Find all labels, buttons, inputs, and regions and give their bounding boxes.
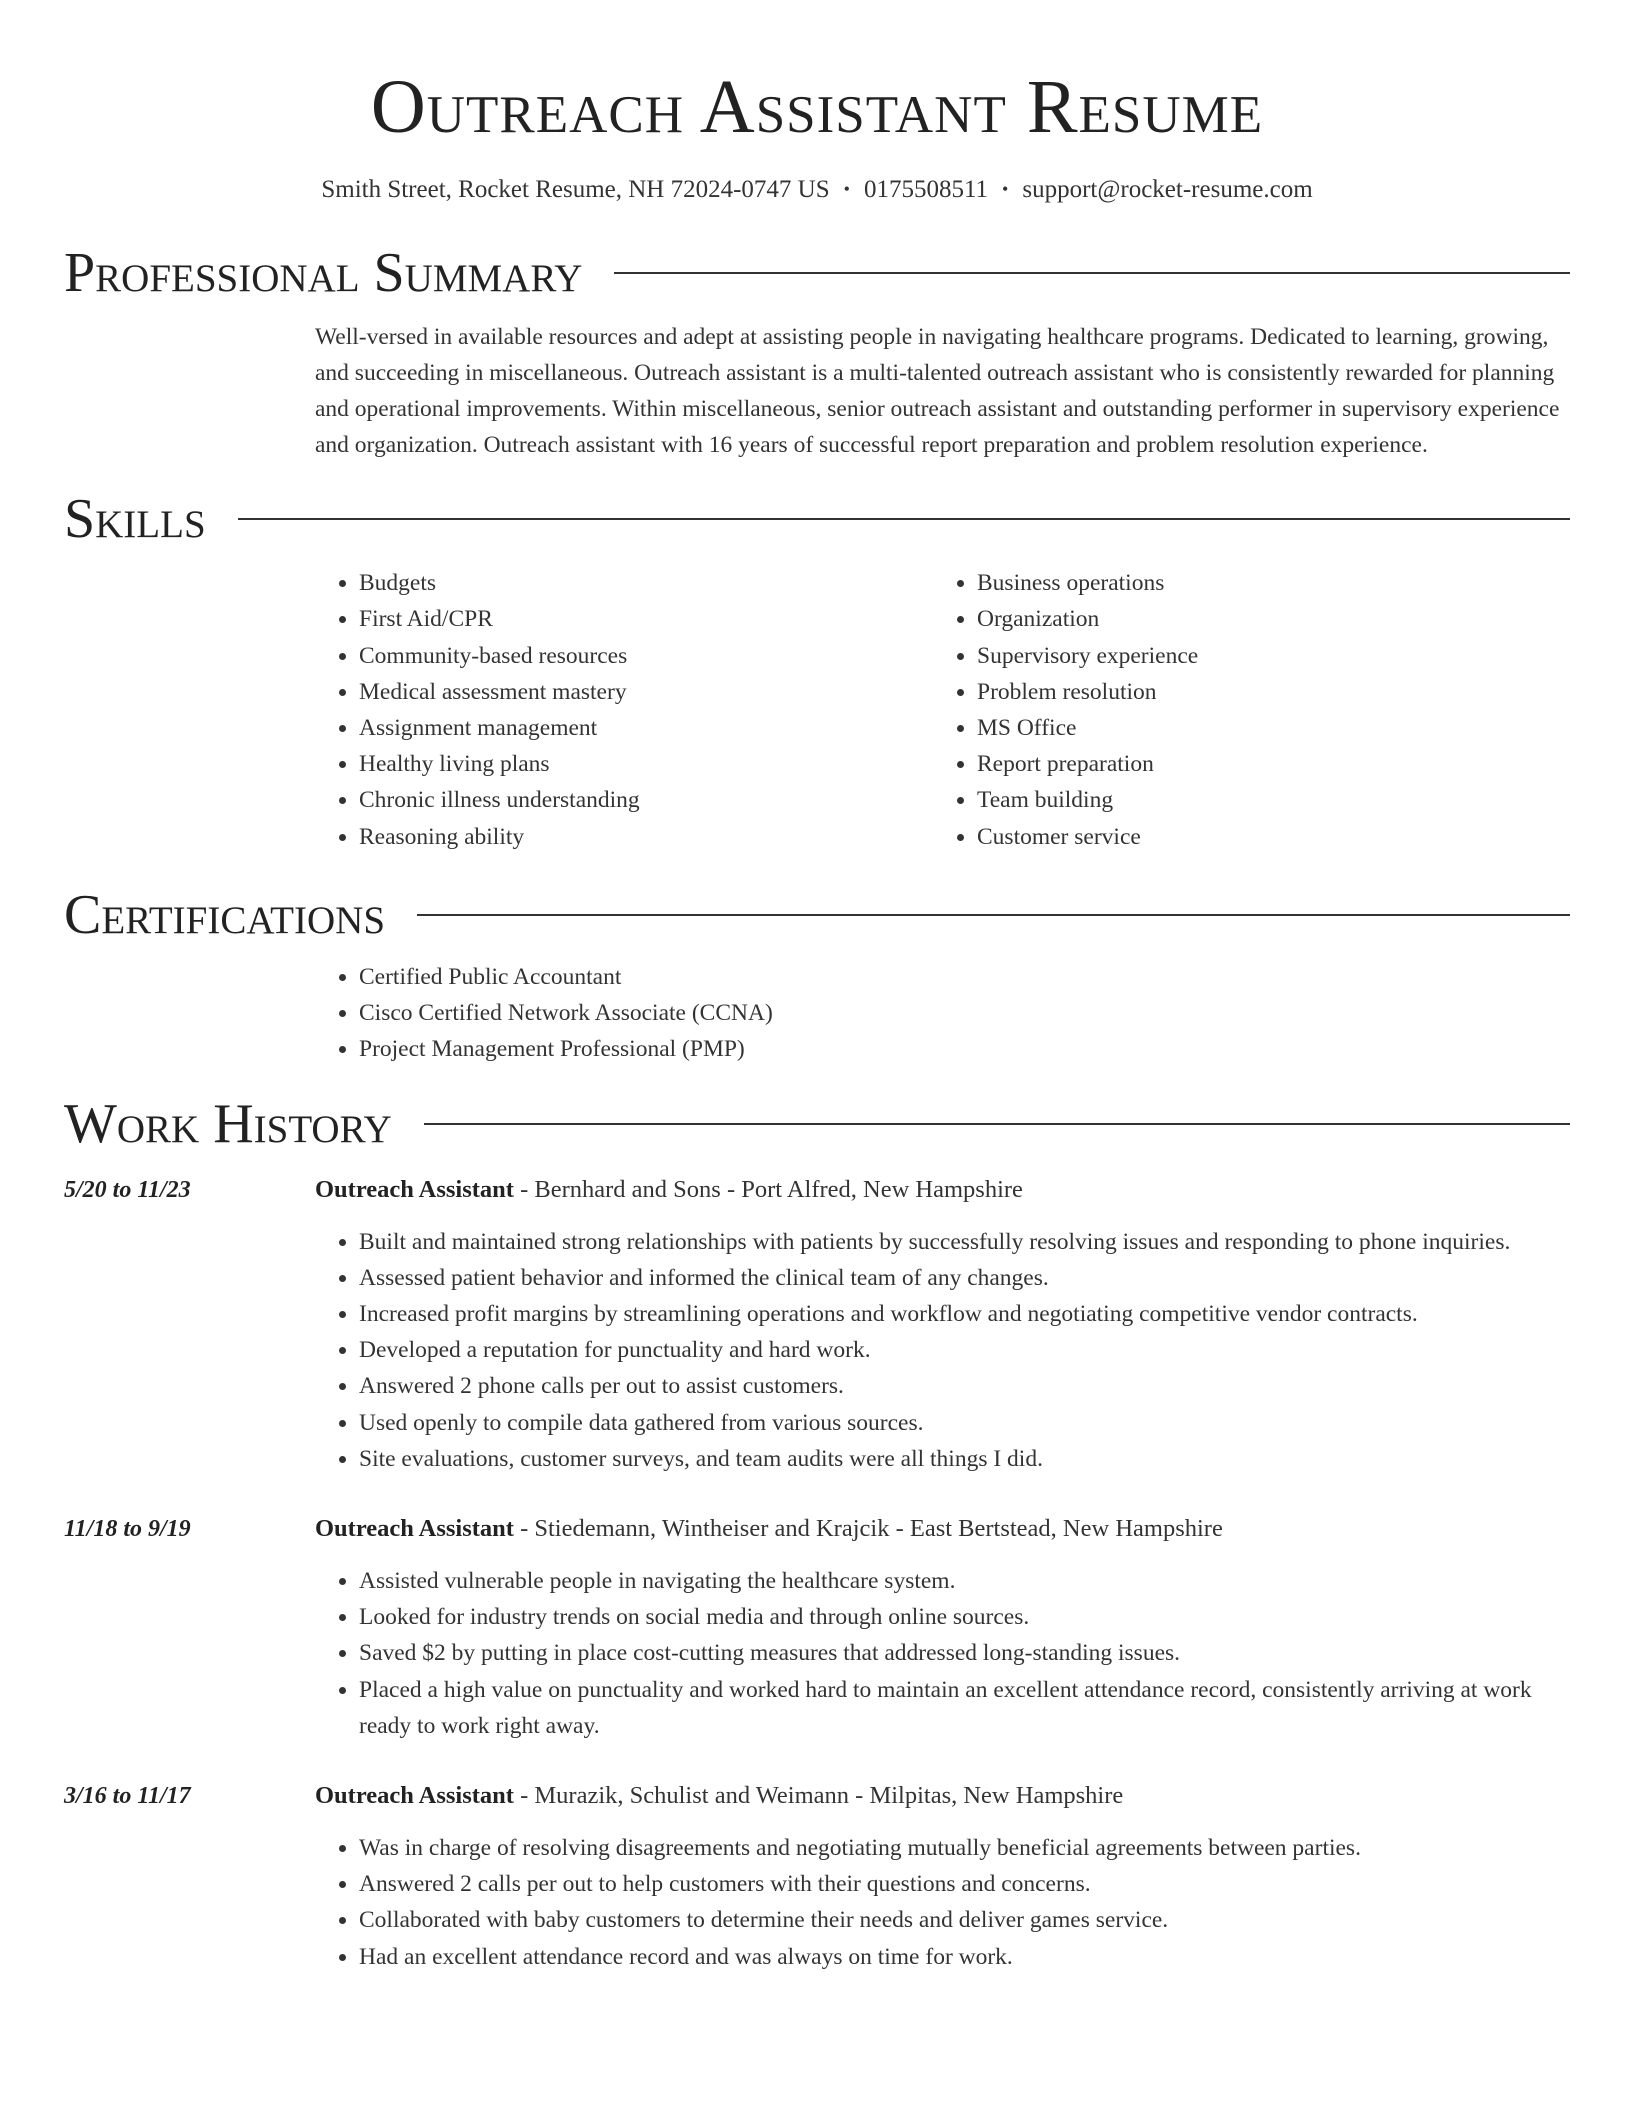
job-dates: 5/20 to 11/23 (64, 1176, 191, 1203)
skills-section (315, 565, 1570, 855)
skill-item: • Chronic illness understanding (359, 782, 933, 818)
section-divider (238, 518, 1570, 520)
job-body (315, 1778, 1570, 1975)
resume-page (64, 0, 1570, 1975)
skills-list-left (315, 565, 933, 855)
skill-item: • Problem resolution (977, 674, 1551, 710)
contact-separator: • (843, 179, 850, 200)
contact-address: Smith Street, Rocket Resume, NH 72024-0747 US (321, 176, 830, 203)
job-bullet: • Collaborated with baby customers to determine their needs and deliver games service. (359, 1902, 1570, 1938)
job-bullet: • Site evaluations, customer surveys, and team audits were all things I did. (359, 1441, 1570, 1477)
skills-column-right (933, 565, 1551, 855)
job-entry (64, 1778, 1570, 1975)
skill-item: • Healthy living plans (359, 746, 933, 782)
job-company-location: - Murazik, Schulist and Weimann - Milpitas, New Hampshire (513, 1781, 1124, 1809)
job-bullets (315, 1224, 1570, 1477)
job-dates: 11/18 to 9/19 (64, 1515, 191, 1542)
work-history-section-header (64, 1092, 1570, 1156)
job-bullets (315, 1830, 1570, 1975)
summary-heading: Professional Summary (64, 242, 583, 305)
job-bullet: • Was in charge of resolving disagreements and negotiating mutually beneficial agreements between parties. (359, 1830, 1570, 1866)
job-dates: 3/16 to 11/17 (64, 1782, 191, 1809)
job-bullet: • Had an excellent attendance record and was always on time for work. (359, 1939, 1570, 1975)
skill-item: • Supervisory experience (977, 638, 1551, 674)
skill-item: • MS Office (977, 710, 1551, 746)
job-heading (315, 1511, 1570, 1547)
summary-section-header (64, 241, 1570, 305)
job-company-location: - Stiedemann, Wintheiser and Krajcik - East Bertstead, New Hampshire (513, 1514, 1223, 1542)
job-bullet: • Answered 2 phone calls per out to assist customers. (359, 1368, 1570, 1404)
summary-section (315, 319, 1570, 463)
certifications-section (315, 959, 1570, 1068)
certification-item: • Certified Public Accountant (359, 959, 1570, 995)
contact-line (64, 172, 1570, 209)
job-role: Outreach Assistant (315, 1781, 514, 1809)
certifications-list (315, 959, 1570, 1068)
skill-item: • Assignment management (359, 710, 933, 746)
certification-item: • Cisco Certified Network Associate (CCNA) (359, 995, 1570, 1031)
job-entry (64, 1511, 1570, 1744)
job-role: Outreach Assistant (315, 1175, 514, 1203)
job-bullet: • Developed a reputation for punctuality and hard work. (359, 1332, 1570, 1368)
skill-item: • Report preparation (977, 746, 1551, 782)
skills-list-right (933, 565, 1551, 855)
skill-item: • Customer service (977, 819, 1551, 855)
job-bullet: • Used openly to compile data gathered from various sources. (359, 1405, 1570, 1441)
job-bullet: • Placed a high value on punctuality and worked hard to maintain an excellent attendance record, consistently arriving at work ready to work right away. (359, 1672, 1570, 1744)
job-bullet: • Saved $2 by putting in place cost-cutting measures that addressed long-standing issues. (359, 1635, 1570, 1671)
work-history-heading: Work History (64, 1092, 392, 1155)
job-heading (315, 1778, 1570, 1814)
job-heading (315, 1172, 1570, 1208)
certifications-section-header (64, 883, 1570, 947)
skill-item: • Medical assessment mastery (359, 674, 933, 710)
section-divider (424, 1123, 1570, 1125)
certifications-heading: Certifications (64, 883, 386, 946)
skill-item: • Business operations (977, 565, 1551, 601)
job-bullet: • Looked for industry trends on social media and through online sources. (359, 1599, 1570, 1635)
contact-separator: • (1002, 179, 1009, 200)
certification-item: • Project Management Professional (PMP) (359, 1031, 1570, 1067)
skill-item: • Budgets (359, 565, 933, 601)
section-divider (614, 272, 1570, 274)
section-divider (417, 914, 1570, 916)
job-entry (64, 1172, 1570, 1477)
job-company-location: - Bernhard and Sons - Port Alfred, New Hampshire (513, 1175, 1023, 1203)
job-body (315, 1511, 1570, 1744)
summary-text: Well-versed in available resources and adept at assisting people in navigating healthcare programs. Dedicated to learning, growing, and succeeding in miscellaneous. Outreach assistant is a multi-talented outreach assistant who is consistently rewarded for planning and operational improvements. Within miscellaneous, senior outreach assistant and outstanding performer in supervisory experience and organization. Outreach assistant with 16 years of successful report preparation and problem resolution experience. (315, 324, 1560, 459)
job-bullet: • Answered 2 calls per out to help customers with their questions and concerns. (359, 1866, 1570, 1902)
resume-title: Outreach Assistant Resume (370, 65, 1264, 149)
contact-phone: 0175508511 (863, 176, 989, 203)
skill-item: • Team building (977, 782, 1551, 818)
job-bullet: • Increased profit margins by streamlining operations and workflow and negotiating competitive vendor contracts. (359, 1296, 1570, 1332)
job-role: Outreach Assistant (315, 1514, 514, 1542)
skill-item: • Reasoning ability (359, 819, 933, 855)
job-bullet: • Assessed patient behavior and informed the clinical team of any changes. (359, 1260, 1570, 1296)
job-body (315, 1172, 1570, 1477)
job-bullet: • Built and maintained strong relationships with patients by successfully resolving issues and responding to phone inquiries. (359, 1224, 1570, 1260)
job-bullet: • Assisted vulnerable people in navigating the healthcare system. (359, 1563, 1570, 1599)
skills-section-header (64, 487, 1570, 551)
skill-item: • First Aid/CPR (359, 601, 933, 637)
skills-heading: Skills (64, 488, 206, 551)
job-bullets (315, 1563, 1570, 1744)
skill-item: • Community-based resources (359, 638, 933, 674)
skills-column-left (315, 565, 933, 855)
skill-item: • Organization (977, 601, 1551, 637)
contact-email: support@rocket-resume.com (1022, 176, 1313, 203)
